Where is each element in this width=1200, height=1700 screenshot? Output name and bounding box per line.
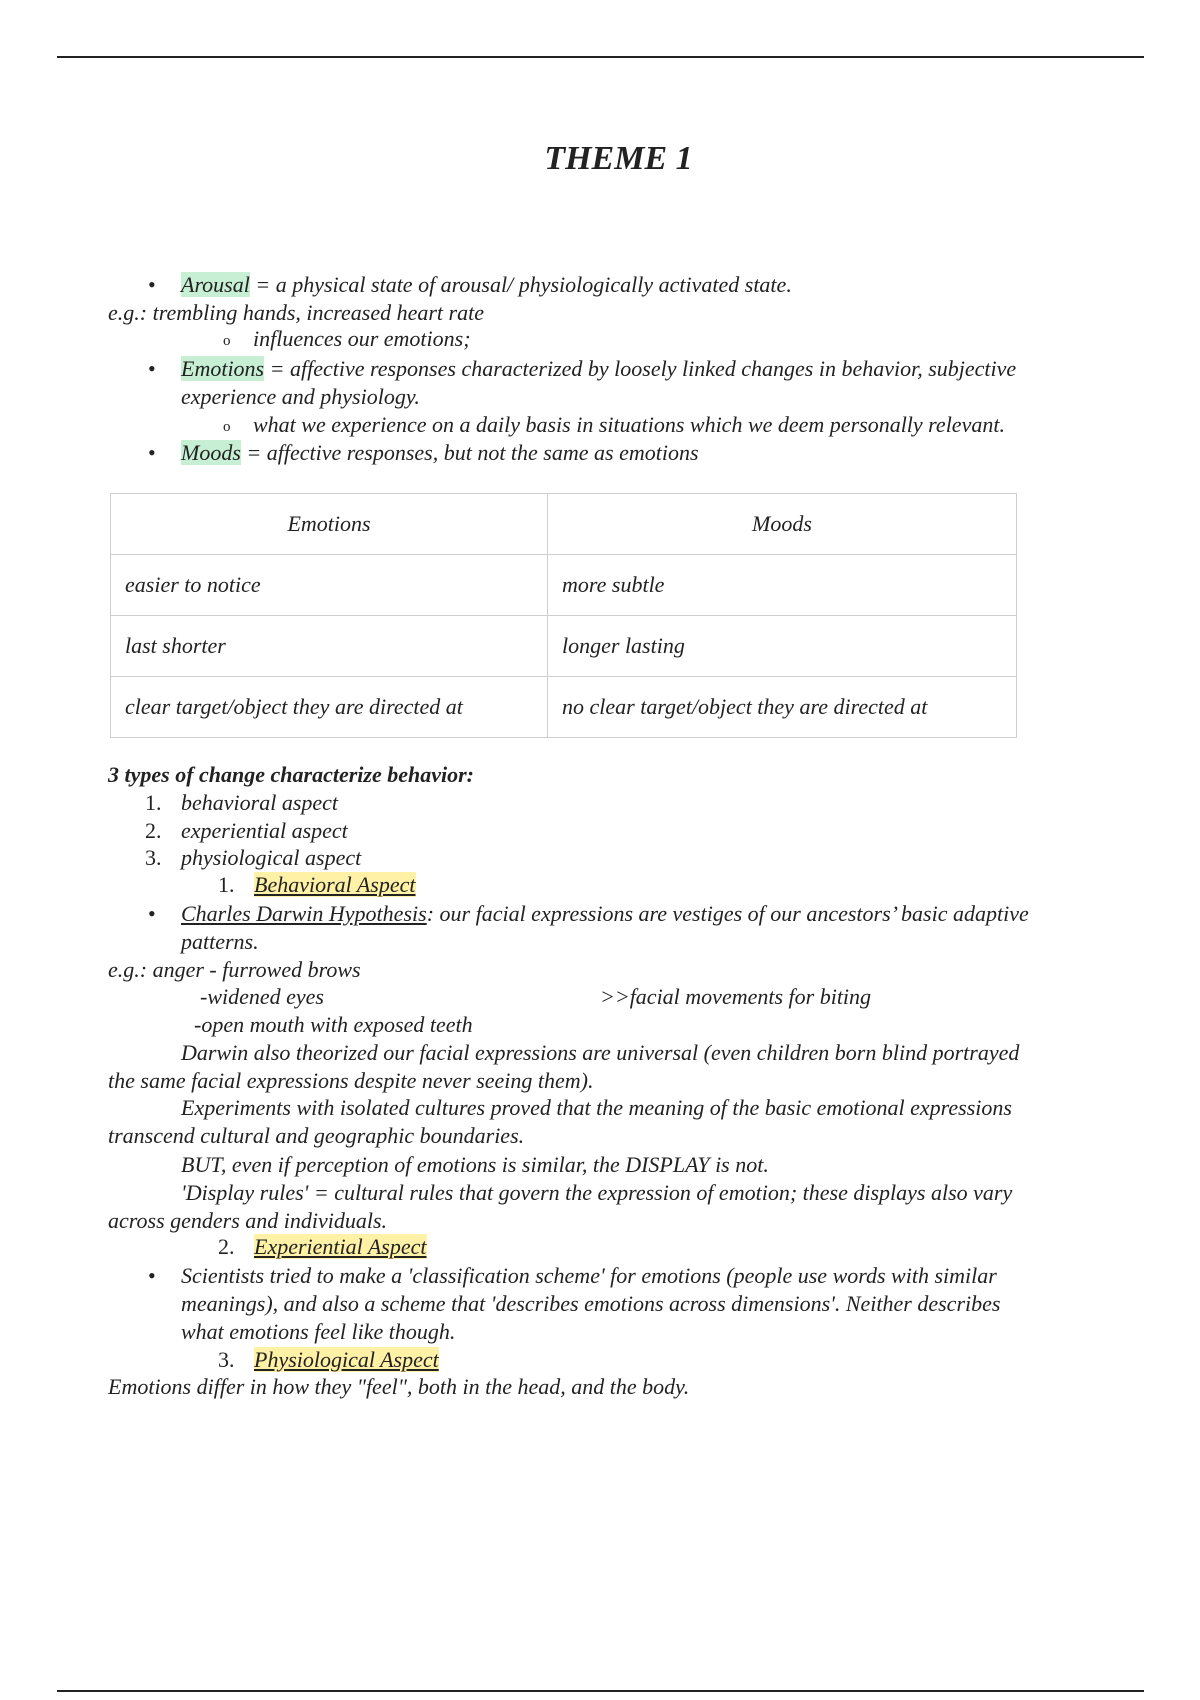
term-moods: Moods xyxy=(181,440,241,465)
darwin-term: Charles Darwin Hypothesis xyxy=(181,901,427,926)
paragraph-experiments-continued: transcend cultural and geographic boundaries. xyxy=(108,1123,525,1148)
section-heading-experiential: Experiential Aspect xyxy=(254,1234,427,1259)
physiological-text: Emotions differ in how they "feel", both in the head, and the body. xyxy=(108,1374,690,1399)
emotions-vs-moods-table xyxy=(110,493,1017,738)
table-cell: no clear target/object they are directed at xyxy=(548,677,1017,738)
darwin-definition-continued: patterns. xyxy=(181,929,259,954)
term-emotions: Emotions xyxy=(181,356,265,381)
table-header-cell: Moods xyxy=(548,494,1017,555)
definition-emotions-continued: experience and physiology. xyxy=(181,384,420,409)
paragraph-display-rules-continued: across genders and individuals. xyxy=(108,1208,388,1233)
section-number: 3. xyxy=(218,1347,235,1372)
table-row xyxy=(111,616,1017,677)
section-number: 2. xyxy=(218,1234,235,1259)
types-heading: 3 types of change characterize behavior: xyxy=(108,762,474,787)
table-cell: longer lasting xyxy=(548,616,1017,677)
page-title: THEME 1 xyxy=(544,140,693,177)
experiential-text-continued: meanings), and also a scheme that 'describes emotions across dimensions'. Neither describes xyxy=(181,1291,1001,1316)
section-heading-behavioral: Behavioral Aspect xyxy=(254,872,416,897)
experiential-text-end: what emotions feel like though. xyxy=(181,1319,456,1344)
types-list-item-text: experiential aspect xyxy=(181,818,348,843)
definition-moods-text: = affective responses, but not the same as emotions xyxy=(246,440,699,465)
table-cell: more subtle xyxy=(548,555,1017,616)
types-list-item-text: physiological aspect xyxy=(181,845,362,870)
paragraph-universal: Darwin also theorized our facial expressions are universal (even children born blind portrayed xyxy=(181,1040,1020,1065)
paragraph-display-rules: 'Display rules' = cultural rules that govern the expression of emotion; these displays also vary xyxy=(181,1180,1013,1205)
definition-arousal-text: = a physical state of arousal/ physiologically activated state. xyxy=(255,272,792,297)
anger-example-mouth: -open mouth with exposed teeth xyxy=(194,1012,473,1037)
emotions-subpoint: o what we experience on a daily basis in situations which we deem personally relevant. xyxy=(253,412,1005,438)
list-number: 1. xyxy=(145,790,162,815)
anger-example-eyes: -widened eyes xyxy=(200,984,324,1009)
table-row xyxy=(111,677,1017,738)
anger-example-note: >>facial movements for biting xyxy=(600,984,872,1009)
section-experiential xyxy=(218,1234,427,1260)
paragraph-display: BUT, even if perception of emotions is similar, the DISPLAY is not. xyxy=(181,1152,769,1177)
definition-emotions-text: = affective responses characterized by loosely linked changes in behavior, subjective xyxy=(269,356,1017,381)
arousal-subpoint: o influences our emotions; xyxy=(253,326,471,352)
table-row xyxy=(111,555,1017,616)
paragraph-universal-continued: the same facial expressions despite never seeing them). xyxy=(108,1068,594,1093)
definition-arousal xyxy=(181,272,792,298)
section-behavioral xyxy=(218,872,416,898)
section-heading-physiological: Physiological Aspect xyxy=(254,1347,439,1372)
table-cell: easier to notice xyxy=(111,555,548,616)
section-number: 1. xyxy=(218,872,235,897)
paragraph-experiments: Experiments with isolated cultures proved that the meaning of the basic emotional expressions xyxy=(181,1095,1012,1120)
table-header-cell: Emotions xyxy=(111,494,548,555)
list-number: 2. xyxy=(145,818,162,843)
table-cell: clear target/object they are directed at xyxy=(111,677,548,738)
types-list-item xyxy=(145,845,362,871)
darwin-definition: : our facial expressions are vestiges of our ancestors’ basic adaptive xyxy=(426,901,1029,926)
types-list-item xyxy=(145,818,348,844)
bottom-rule xyxy=(57,1690,1144,1692)
top-rule xyxy=(57,56,1144,58)
types-list-item xyxy=(145,790,339,816)
definition-emotions xyxy=(181,356,1016,382)
anger-example: e.g.: anger - furrowed brows xyxy=(108,957,361,982)
table-header-row xyxy=(111,494,1017,555)
experiential-text: • Scientists tried to make a 'classification scheme' for emotions (people use words with similar xyxy=(181,1263,997,1289)
definition-moods xyxy=(181,440,699,466)
darwin-hypothesis xyxy=(181,901,1029,927)
types-list-item-text: behavioral aspect xyxy=(181,790,339,815)
list-number: 3. xyxy=(145,845,162,870)
arousal-example: e.g.: trembling hands, increased heart rate xyxy=(108,300,484,325)
section-physiological xyxy=(218,1347,439,1373)
table-cell: last shorter xyxy=(111,616,548,677)
term-arousal: Arousal xyxy=(181,272,250,297)
